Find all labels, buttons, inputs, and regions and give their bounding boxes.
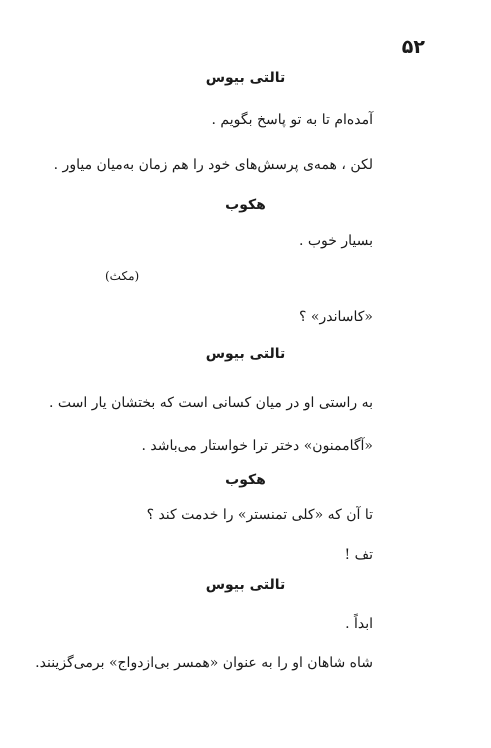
speaker-name: هکوب (225, 472, 266, 488)
speaker-name: تالتی بیوس (205, 346, 286, 362)
speaker-name: هکوب (225, 197, 266, 213)
speaker-name: تالتی بیوس (205, 70, 286, 86)
stage-direction: (مکث) (105, 269, 140, 283)
speaker-name: تالتی بیوس (205, 577, 286, 593)
dialogue-line: ابداً . (345, 616, 373, 632)
dialogue-line: به راستی او در میان کسانی است که بختشان یار است . (48, 395, 373, 411)
dialogue-line: «کاساندر» ؟ (299, 309, 373, 325)
dialogue-line: تا آن که «کلی تمنستر» را خدمت کند ؟ (146, 507, 373, 523)
dialogue-line: «آگاممنون» دختر ترا خواستار می‌باشد . (141, 438, 373, 454)
dialogue-line: آمده‌ام تا به تو پاسخ بگویم . (211, 112, 373, 128)
dialogue-line: تف ! (344, 547, 373, 563)
dialogue-line: بسیار خوب . (298, 233, 373, 249)
dialogue-line: شاه شاهان او را به عنوان «همسر بی‌ازدواج» برمی‌گزینند. (35, 655, 373, 671)
dialogue-line: لکن ، همه‌ی پرسش‌های خود را هم زمان به‌میان میاور . (53, 157, 373, 173)
page-number: ۵۲ (401, 36, 425, 58)
